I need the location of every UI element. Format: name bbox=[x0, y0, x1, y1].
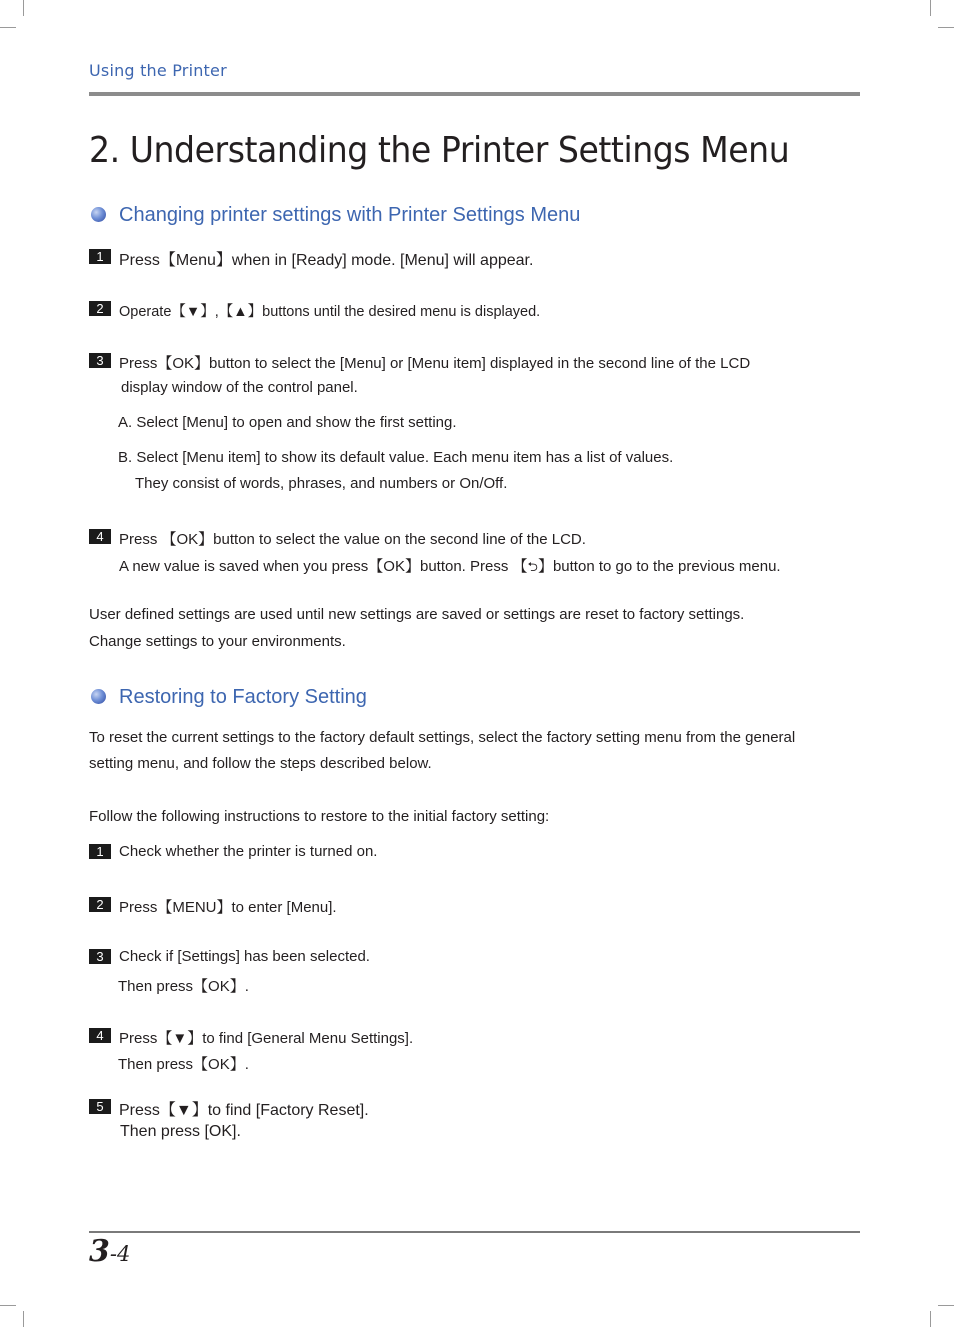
footer-rule bbox=[89, 1231, 860, 1233]
step-text-part: 】button to go to the previous menu. bbox=[537, 558, 781, 575]
step-text-part: A new value is saved when you press【OK】button. Press 【 bbox=[119, 558, 528, 575]
crop-mark bbox=[938, 27, 954, 28]
step-text-continued: Then press【OK】. bbox=[118, 1056, 249, 1073]
step-text: Check if [Settings] has been selected. bbox=[119, 948, 370, 965]
step-number-badge: 3 bbox=[89, 353, 111, 368]
bullet-icon bbox=[91, 207, 106, 222]
section-heading-changing-settings: Changing printer settings with Printer Settings Menu bbox=[119, 204, 581, 226]
crop-mark bbox=[23, 0, 24, 16]
step-text: Operate【▼】,【▲】buttons until the desired menu is displayed. bbox=[119, 304, 541, 320]
back-arrow-icon: ⮌ bbox=[527, 559, 538, 574]
sub-item-a: A. Select [Menu] to open and show the first setting. bbox=[118, 414, 457, 431]
page-number bbox=[89, 1234, 130, 1269]
step-number-badge: 5 bbox=[89, 1099, 111, 1114]
page-suffix: -4 bbox=[109, 1242, 131, 1266]
step-text: Press 【OK】button to select the value on the second line of the LCD. bbox=[119, 531, 586, 548]
instruction-text: Follow the following instructions to restore to the initial factory setting: bbox=[89, 808, 550, 825]
note-text: Change settings to your environments. bbox=[89, 633, 346, 650]
step-number-badge: 4 bbox=[89, 1028, 111, 1043]
step-number-badge: 1 bbox=[89, 249, 111, 264]
step-text: Check whether the printer is turned on. bbox=[119, 843, 378, 860]
crop-mark bbox=[930, 1311, 931, 1327]
page-title: 2. Understanding the Printer Settings Menu bbox=[89, 130, 790, 171]
crop-mark bbox=[0, 27, 16, 28]
sub-item-b: B. Select [Menu item] to show its default value. Each menu item has a list of values. bbox=[118, 449, 674, 466]
step-text: Press【▼】to find [General Menu Settings]. bbox=[119, 1030, 414, 1047]
header-rule bbox=[89, 92, 860, 96]
chapter-number: 3 bbox=[89, 1234, 110, 1269]
bullet-icon bbox=[91, 689, 106, 704]
step-text-continued bbox=[119, 555, 781, 580]
intro-text: To reset the current settings to the factory default settings, select the factory setting menu from the general bbox=[89, 729, 796, 746]
step-number-badge: 3 bbox=[89, 949, 111, 964]
running-header: Using the Printer bbox=[89, 61, 227, 80]
step-text-continued: Then press【OK】. bbox=[118, 978, 249, 995]
step-number-badge: 2 bbox=[89, 301, 111, 316]
intro-text: setting menu, and follow the steps described below. bbox=[89, 755, 432, 772]
crop-mark bbox=[938, 1305, 954, 1306]
crop-mark bbox=[0, 1305, 16, 1306]
section-heading-factory-setting: Restoring to Factory Setting bbox=[119, 686, 367, 708]
step-number-badge: 4 bbox=[89, 529, 111, 544]
step-text: Press【▼】to find [Factory Reset]. bbox=[119, 1102, 369, 1119]
step-text: Press【MENU】to enter [Menu]. bbox=[119, 899, 337, 916]
sub-item-b-continued: They consist of words, phrases, and numbers or On/Off. bbox=[135, 475, 508, 492]
step-number-badge: 2 bbox=[89, 897, 111, 912]
crop-mark bbox=[930, 0, 931, 16]
step-text: Press【Menu】when in [Ready] mode. [Menu] will appear. bbox=[119, 252, 534, 269]
step-text: Press【OK】button to select the [Menu] or [Menu item] displayed in the second line of the LCD bbox=[119, 355, 751, 372]
note-text: User defined settings are used until new settings are saved or settings are reset to factory settings. bbox=[89, 606, 745, 623]
crop-mark bbox=[23, 1311, 24, 1327]
step-text-continued: display window of the control panel. bbox=[121, 379, 358, 396]
step-number-badge: 1 bbox=[89, 844, 111, 859]
step-text-continued: Then press [OK]. bbox=[120, 1123, 241, 1140]
